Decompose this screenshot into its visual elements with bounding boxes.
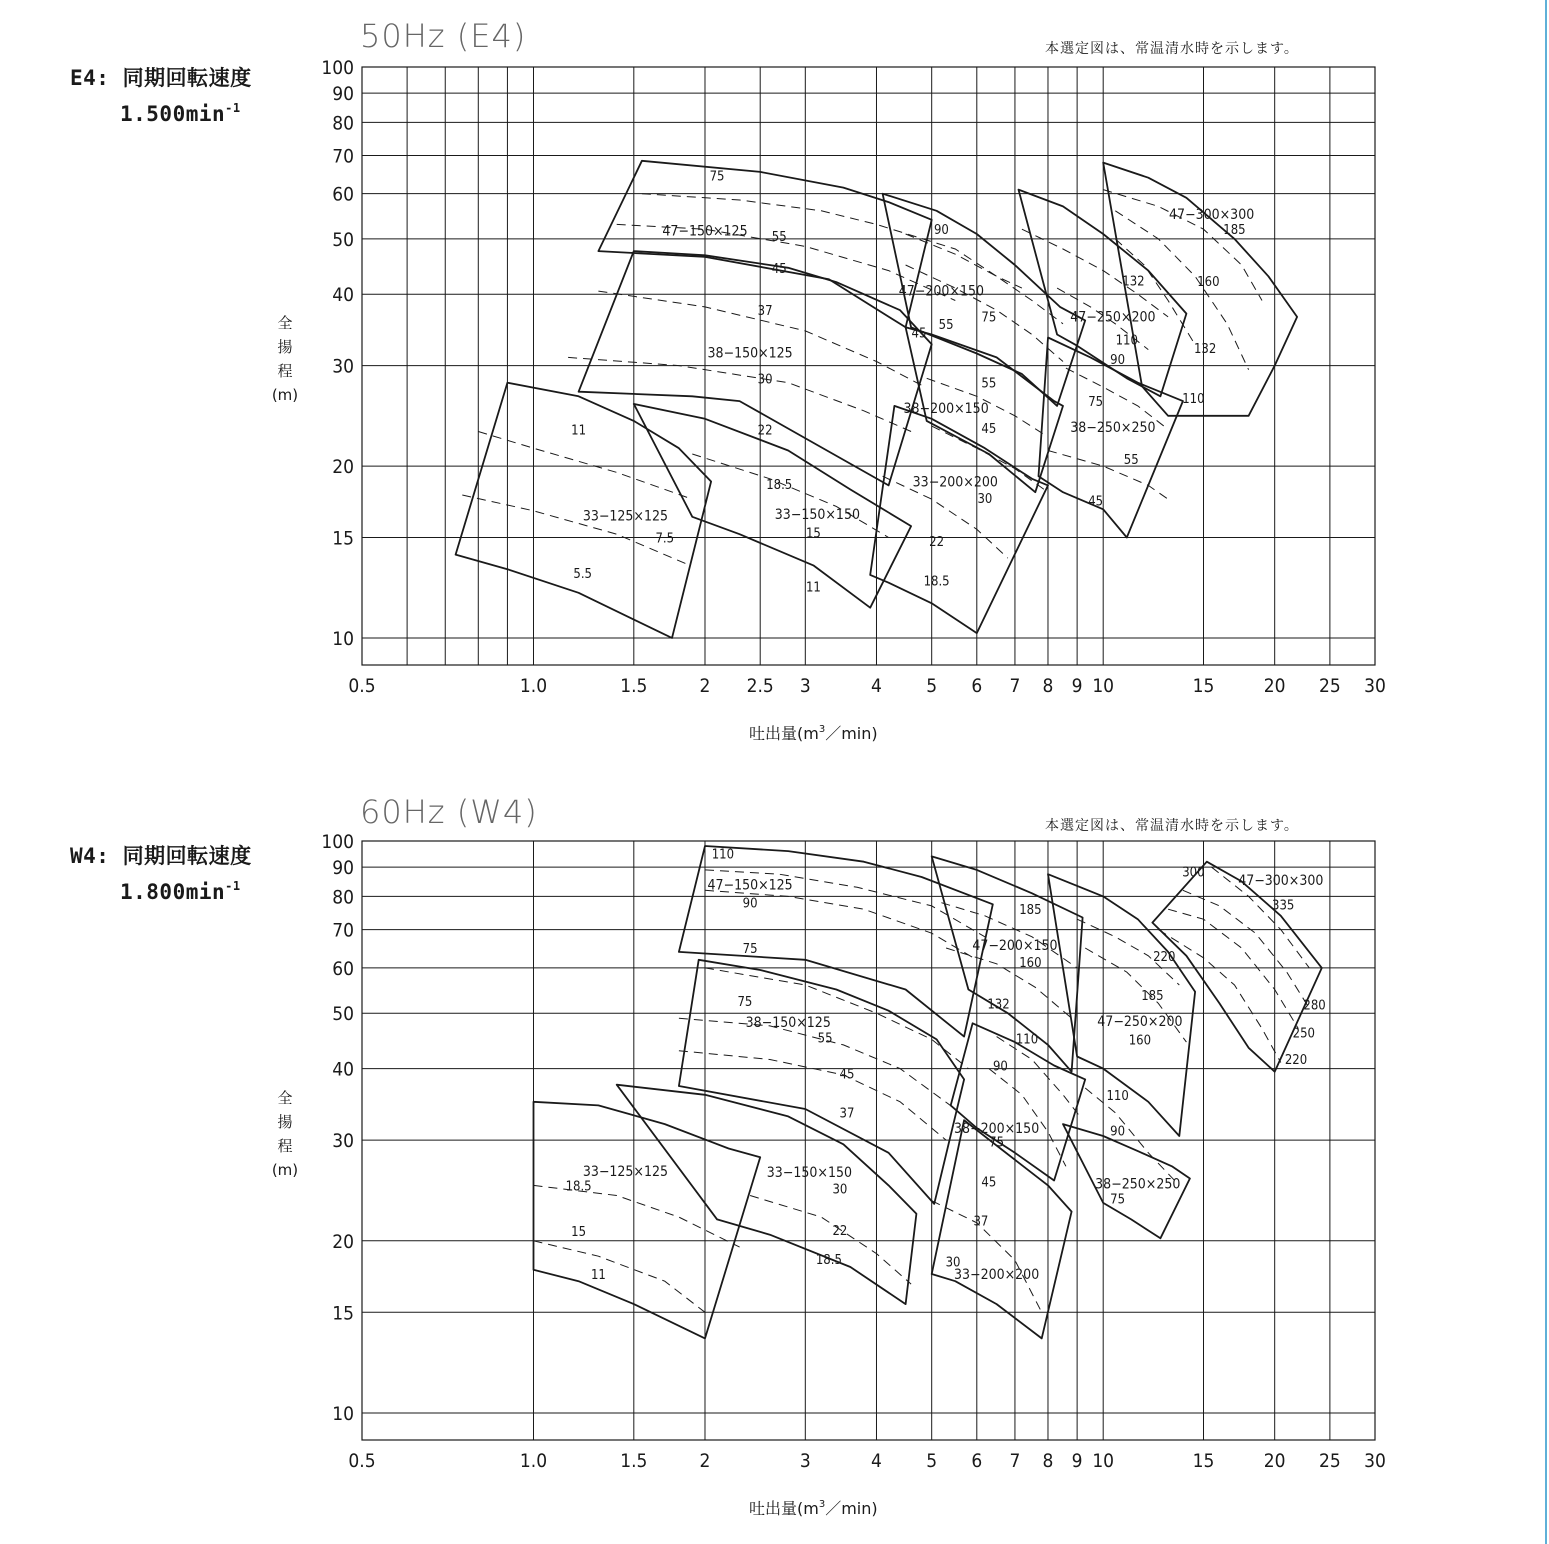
c2-x-tick-label: 6 [971,1450,983,1472]
c1-x-tick-label: 20 [1263,675,1286,697]
c2-x-tick-label: 30 [1364,1450,1386,1472]
c1-kw-label: 45 [1088,494,1104,510]
c2-impeller-curve [705,968,968,1069]
c2-model-label: 47−250×200 [1097,1013,1183,1030]
c2-kw-label: 110 [1106,1088,1129,1104]
c1-kw-label: 90 [933,223,949,239]
c1-y-tick-label: 70 [332,145,354,168]
c1-model-label: 47−200×150 [898,283,984,300]
c1-kw-label: 7.5 [655,531,675,547]
c2-x-tick-label: 25 [1319,1450,1341,1472]
c2-kw-label: 160 [1128,1033,1152,1049]
c2-kw-label: 11 [590,1267,606,1283]
c1-kw-label: 37 [757,304,773,320]
c1-kw-label: 132 [1193,342,1217,358]
c2-x-tick-label: 7 [1009,1450,1021,1472]
c2-model-label: 47−300×300 [1238,872,1324,889]
c2-y-tick-label: 100 [321,831,354,853]
c2-model-label: 33−150×150 [766,1164,852,1181]
c2-impeller-curve [679,1051,946,1140]
c2-x-tick-label: 8 [1042,1450,1054,1472]
c1-y-tick-label: 30 [332,355,354,378]
c1-x-tick-label: 30 [1364,675,1386,697]
c2-kw-label: 280 [1303,998,1326,1014]
c2-kw-label: 55 [817,1031,833,1047]
c1-model-label: 33−125×125 [582,508,669,525]
c2-kw-label: 37 [839,1106,855,1122]
chart1-ylabel: 全 揚 程 (m) [271,314,299,404]
c1-kw-label: 75 [1088,395,1104,411]
c2-y-tick-label: 15 [332,1302,354,1325]
c1-x-tick-label: 9 [1071,675,1083,697]
c1-kw-label: 5.5 [573,566,592,582]
c1-y-tick-label: 80 [332,112,354,135]
c2-kw-label: 90 [992,1059,1008,1075]
c1-x-tick-label: 3 [799,675,811,697]
c2-y-tick-label: 20 [332,1230,354,1253]
c2-x-tick-label: 3 [799,1450,811,1472]
c2-kw-label: 132 [987,997,1010,1013]
c1-model-label: 47−250×200 [1070,309,1156,326]
chart2-speed-value: $1.800\min^{-1}$ [120,879,241,904]
c2-x-tick-label: 20 [1263,1450,1286,1472]
chart1-speed-label: E4: 同期回転速度 [70,66,252,90]
c2-pump-region [932,1120,1072,1338]
c1-kw-label: 45 [911,326,927,342]
c1-kw-label: 45 [771,261,787,277]
c2-kw-label: 75 [1110,1192,1126,1208]
c2-y-tick-label: 50 [332,1003,354,1026]
c2-model-label: 33−125×125 [582,1163,669,1180]
c2-pump-region [534,1102,761,1339]
c2-x-tick-label: 2 [699,1450,711,1472]
chart2-title: 60Hz (W4) [360,793,538,831]
c1-kw-label: 110 [1115,333,1138,349]
c2-impeller-curve [750,1196,911,1285]
c2-x-tick-label: 5 [926,1450,938,1472]
c2-y-tick-label: 90 [332,857,354,880]
c2-kw-label: 160 [1019,955,1042,971]
c2-kw-label: 30 [945,1255,961,1271]
c1-x-tick-label: 2.5 [746,675,774,697]
c1-kw-label: 55 [771,229,787,245]
c2-x-tick-label: 15 [1192,1450,1215,1472]
c2-x-tick-label: 0.5 [348,1450,376,1472]
chart1-note: 本選定図は、常温清水時を示します。 [1045,41,1299,57]
c1-model-label: 47−150×125 [662,223,748,240]
c1-kw-label: 18.5 [923,574,950,590]
c1-y-tick-label: 20 [332,456,354,479]
c2-kw-label: 18.5 [815,1252,842,1268]
chart1-xlabel: 吐出量$(m^3/\min)$ [749,724,878,743]
c2-kw-label: 37 [973,1214,989,1230]
c1-x-tick-label: 0.5 [348,675,376,697]
chart1-title: 50Hz (E4) [360,17,527,55]
c1-kw-label: 11 [805,580,821,596]
c1-model-label: 38−150×125 [707,345,793,362]
c2-kw-label: 220 [1284,1052,1308,1068]
c2-x-tick-label: 9 [1071,1450,1083,1472]
c1-x-tick-label: 6 [971,675,983,697]
c2-kw-label: 220 [1153,949,1176,965]
c1-kw-label: 110 [1182,392,1205,408]
c1-x-tick-label: 8 [1042,675,1054,697]
c2-kw-label: 90 [1110,1124,1126,1140]
c2-kw-label: 45 [839,1067,855,1083]
c2-kw-label: 75 [742,942,758,958]
c2-kw-label: 300 [1182,865,1205,881]
c1-model-label: 38−250×250 [1070,420,1156,437]
c1-x-tick-label: 1.5 [620,675,648,697]
c1-kw-label: 18.5 [766,478,793,494]
c2-impeller-curve [989,1069,1066,1167]
c1-kw-label: 30 [977,491,993,507]
c1-kw-label: 160 [1197,274,1220,290]
c1-y-tick-label: 90 [332,83,354,106]
c1-kw-label: 55 [1123,452,1139,468]
c2-kw-label: 185 [1141,988,1164,1004]
c1-kw-label: 22 [929,534,945,550]
c1-y-tick-label: 50 [332,228,354,251]
c2-kw-label: 30 [832,1182,848,1198]
c1-model-label: 47−300×300 [1169,206,1255,223]
c2-kw-label: 15 [571,1225,587,1241]
c1-y-tick-label: 40 [332,284,354,307]
c1-kw-label: 132 [1122,274,1145,290]
chart2-speed-label: W4: 同期回転速度 [70,844,252,868]
c2-x-tick-label: 4 [871,1450,882,1472]
c1-kw-label: 90 [1110,353,1126,369]
c1-x-tick-label: 15 [1192,675,1215,697]
c2-kw-label: 22 [832,1223,848,1239]
c2-y-tick-label: 40 [332,1058,354,1081]
c1-x-tick-label: 1.0 [519,675,548,697]
c1-x-tick-label: 5 [926,675,938,697]
c1-kw-label: 15 [805,526,821,542]
chart2-xlabel: 吐出量$(m^3/\min)$ [749,1499,878,1518]
c2-kw-label: 18.5 [565,1179,592,1195]
c2-model-label: 38−150×125 [745,1014,831,1031]
c2-kw-label: 250 [1292,1026,1315,1042]
c2-y-tick-label: 10 [332,1403,354,1425]
c2-kw-label: 75 [737,995,753,1011]
c2-impeller-curve [534,1185,740,1247]
c2-y-tick-label: 30 [332,1130,354,1153]
c1-kw-label: 22 [757,423,773,439]
c2-y-tick-label: 70 [332,919,354,942]
c2-impeller-curve [1085,1088,1179,1185]
chart2-note: 本選定図は、常温清水時を示します。 [1045,818,1299,834]
chart2-ylabel: 全 揚 程 (m) [271,1089,299,1179]
c1-kw-label: 55 [981,376,997,392]
c2-y-tick-label: 80 [332,886,354,909]
c1-kw-label: 45 [981,422,997,438]
c2-kw-label: 110 [1015,1032,1039,1048]
c1-kw-label: 55 [938,317,954,333]
c1-y-tick-label: 60 [332,183,354,206]
c1-x-tick-label: 10 [1092,675,1115,697]
c2-kw-label: 45 [981,1175,997,1191]
c2-model-label: 47−200×150 [972,937,1058,954]
c1-kw-label: 185 [1223,223,1246,239]
c1-y-tick-label: 100 [321,57,354,79]
c1-kw-label: 75 [981,310,997,326]
c1-x-tick-label: 25 [1319,675,1341,697]
c2-impeller-curve [941,903,1077,968]
chart1-speed-value: $1.500\min^{-1}$ [120,101,241,126]
c2-model-label: 38−200×150 [954,1120,1040,1137]
c2-impeller-curve [997,1037,1080,1117]
c2-x-tick-label: 1.0 [519,1450,548,1472]
c1-x-tick-label: 7 [1009,675,1021,697]
c1-y-tick-label: 10 [332,628,354,650]
c2-pump-region [617,1085,917,1304]
c2-x-tick-label: 1.5 [620,1450,648,1472]
c1-y-tick-label: 15 [332,527,354,550]
c2-model-label: 33−200×200 [954,1266,1040,1283]
c2-kw-label: 185 [1019,903,1042,919]
c2-x-tick-label: 10 [1092,1450,1115,1472]
c1-model-label: 38−200×150 [903,400,989,417]
c2-kw-label: 335 [1272,898,1295,914]
c2-model-label: 38−250×250 [1095,1176,1181,1193]
c2-model-label: 47−150×125 [707,877,793,894]
c1-x-tick-label: 4 [871,675,882,697]
c1-model-label: 33−150×150 [774,506,860,523]
c1-kw-label: 11 [571,423,587,439]
c1-kw-label: 30 [757,372,773,388]
c2-kw-label: 75 [989,1135,1005,1151]
c2-impeller-curve [1158,930,1280,1063]
c2-kw-label: 90 [742,896,758,912]
c2-kw-label: 110 [711,847,735,863]
c1-x-tick-label: 2 [699,675,711,697]
c1-kw-label: 75 [709,169,725,185]
c1-model-label: 33−200×200 [912,474,998,491]
c2-y-tick-label: 60 [332,957,354,980]
